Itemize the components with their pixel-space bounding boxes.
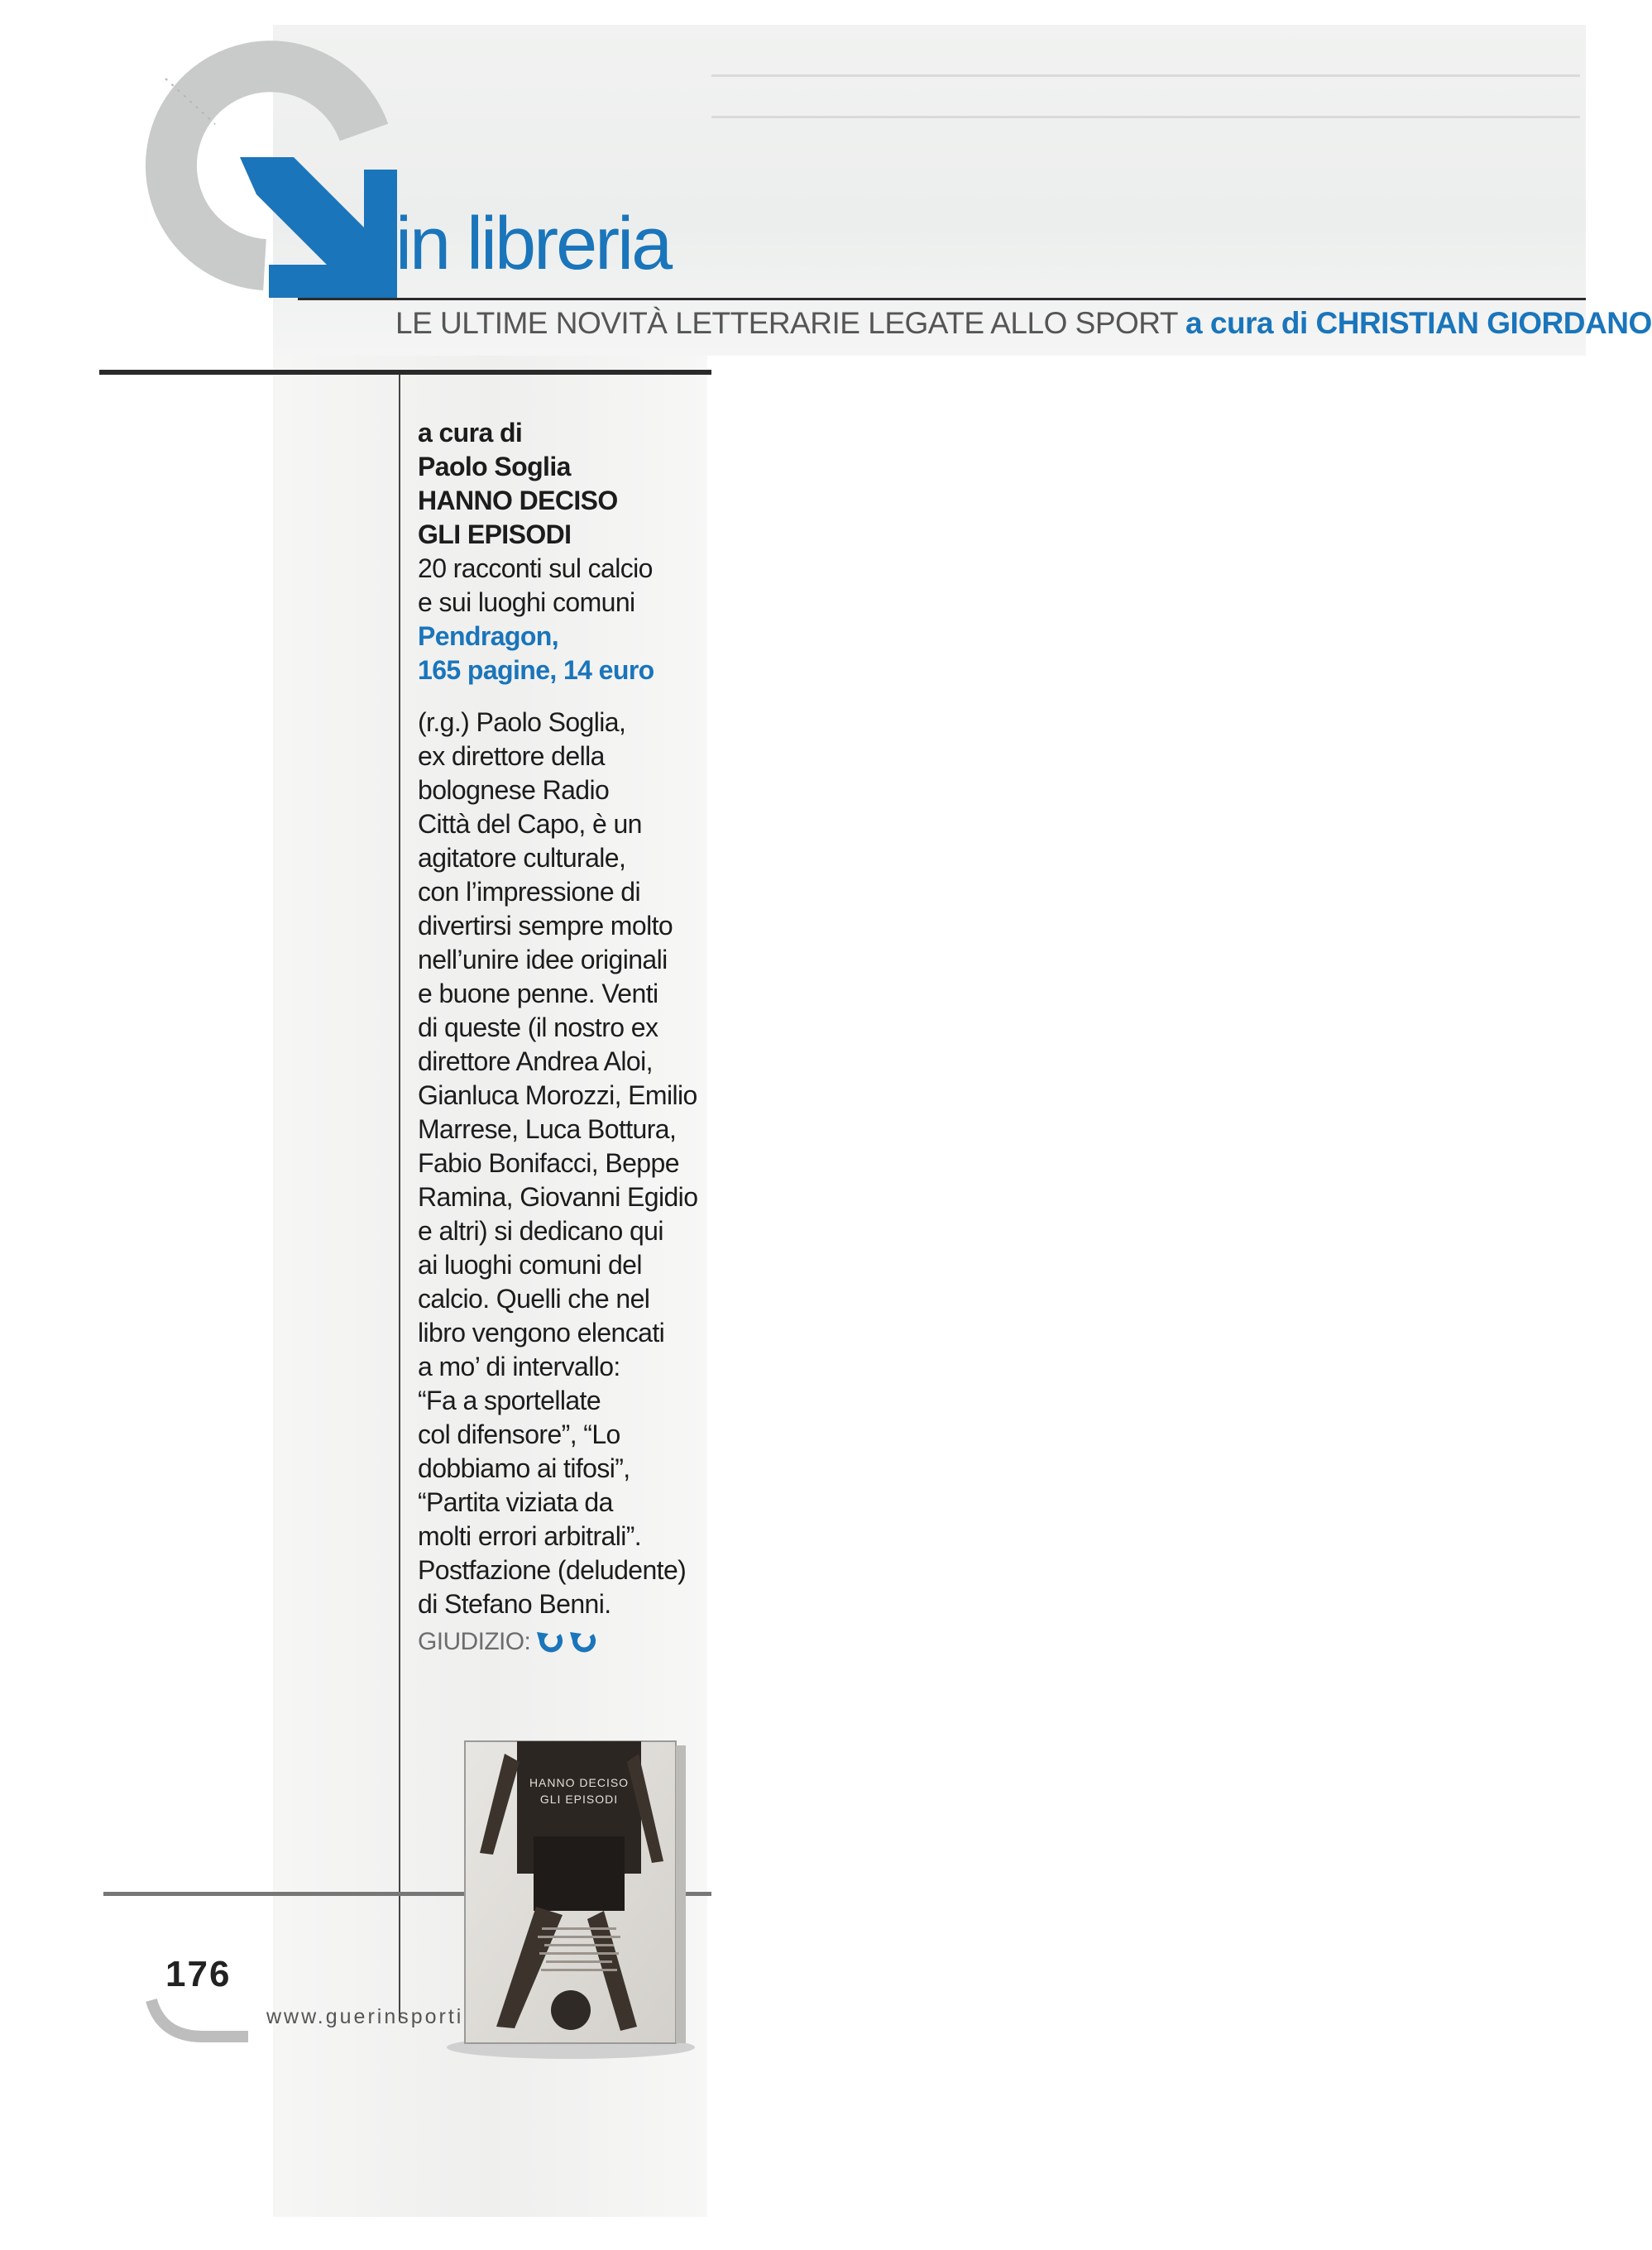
blue-arrow-icon xyxy=(568,1627,598,1657)
body-line: Postfazione (deludente) xyxy=(418,1555,687,1585)
body-line: Ramina, Giovanni Egidio xyxy=(418,1182,698,1212)
website-url: www.guerinsporti xyxy=(266,2005,464,2028)
body-line: bolognese Radio xyxy=(418,775,610,805)
body-line: molti errori arbitrali”. xyxy=(418,1521,642,1551)
rating-label: GIUDIZIO: xyxy=(418,1628,531,1655)
body-line: nell’unire idee originali xyxy=(418,945,668,974)
body-line: Città del Capo, è un xyxy=(418,809,642,839)
body-line: con l’impressione di xyxy=(418,877,641,907)
pages-price: 165 pagine, 14 euro xyxy=(418,655,654,685)
body-line: calcio. Quelli che nel xyxy=(418,1284,650,1314)
body-line: direttore Andrea Aloi, xyxy=(418,1046,653,1076)
review-body xyxy=(418,706,716,1621)
body-line: Marrese, Luca Bottura, xyxy=(418,1114,677,1144)
blue-arrow-icon xyxy=(535,1627,565,1657)
body-line: a mo’ di intervallo: xyxy=(418,1352,620,1381)
page-number: 176 xyxy=(165,1954,232,1994)
section-title: in libreria xyxy=(395,203,671,285)
editor-name: Paolo Soglia xyxy=(418,452,571,481)
section-subtitle xyxy=(395,308,1652,338)
ghost-rule xyxy=(711,116,1580,118)
column-divider xyxy=(399,375,400,2021)
book-subtitle: 20 racconti sul calcio xyxy=(418,553,653,583)
body-line: libro vengono elencati xyxy=(418,1318,665,1348)
header-rule xyxy=(298,298,1586,300)
body-line: di Stefano Benni. xyxy=(418,1589,611,1619)
cover-title: GLI EPISODI xyxy=(539,1793,619,1806)
body-line: Fabio Bonifacci, Beppe xyxy=(418,1148,679,1178)
ghost-rule xyxy=(711,74,1580,77)
body-line: agitatore culturale, xyxy=(418,843,626,873)
footer-arc-icon xyxy=(145,1994,252,2043)
body-line: dobbiamo ai tifosi”, xyxy=(418,1453,630,1483)
body-line: Gianluca Morozzi, Emilio xyxy=(418,1080,697,1110)
body-line: di queste (il nostro ex xyxy=(418,1012,658,1042)
body-line: ex direttore della xyxy=(418,741,605,771)
body-line: e altri) si dedicano qui xyxy=(418,1216,663,1246)
book-title: HANNO DECISO xyxy=(418,486,618,515)
rating xyxy=(418,1625,716,1659)
cover-title: HANNO DECISO xyxy=(529,1776,630,1789)
rating-icons xyxy=(535,1627,598,1657)
column-top-rule xyxy=(99,370,711,375)
body-line: “Fa a sportellate xyxy=(418,1386,601,1415)
body-line: ai luoghi comuni del xyxy=(418,1250,642,1280)
body-line: divertirsi sempre molto xyxy=(418,911,673,941)
body-line: e buone penne. Venti xyxy=(418,979,658,1008)
curator-credit: a cura di CHRISTIAN GIORDANO xyxy=(1185,306,1652,340)
section-logo-icon xyxy=(116,33,430,314)
body-line: “Partita viziata da xyxy=(418,1487,613,1517)
subtitle-text: LE ULTIME NOVITÀ LETTERARIE LEGATE ALLO SPORT xyxy=(395,306,1178,340)
book-title: GLI EPISODI xyxy=(418,519,572,549)
book-cover-image xyxy=(447,1729,711,2060)
body-line: col difensore”, “Lo xyxy=(418,1419,620,1449)
body-line: (r.g.) Paolo Soglia, xyxy=(418,707,626,737)
book-subtitle: e sui luoghi comuni xyxy=(418,587,635,617)
publisher: Pendragon, xyxy=(418,621,559,651)
editor-label: a cura di xyxy=(418,418,523,448)
book-review xyxy=(418,416,716,1659)
